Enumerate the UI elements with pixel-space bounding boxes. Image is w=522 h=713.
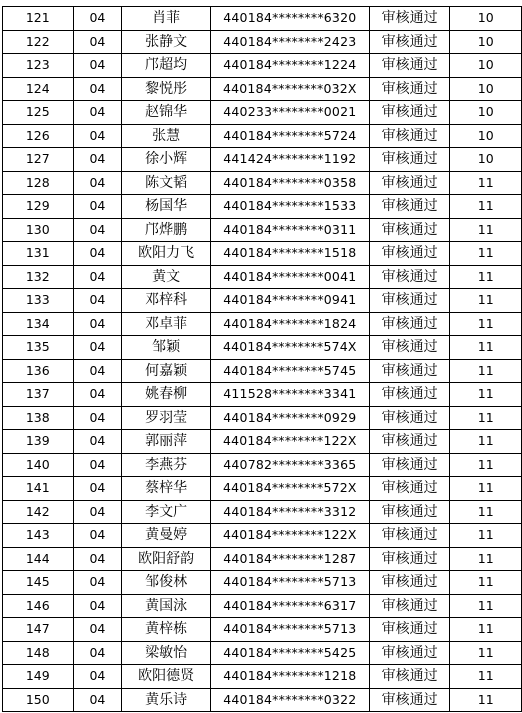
table-row bbox=[3, 688, 522, 712]
seq-number-cell: 141 bbox=[3, 477, 74, 501]
id-number-cell: 440184********122X bbox=[210, 430, 369, 454]
category-code-cell: 04 bbox=[73, 265, 122, 289]
room-number-cell: 11 bbox=[450, 265, 522, 289]
room-number-cell: 11 bbox=[450, 665, 522, 689]
category-code-cell: 04 bbox=[73, 101, 122, 125]
seq-number-cell: 147 bbox=[3, 618, 74, 642]
category-code-cell: 04 bbox=[73, 430, 122, 454]
table-row bbox=[3, 336, 522, 360]
table-row bbox=[3, 406, 522, 430]
table-row bbox=[3, 77, 522, 101]
category-code-cell: 04 bbox=[73, 30, 122, 54]
seq-number-cell: 122 bbox=[3, 30, 74, 54]
room-number-cell: 10 bbox=[450, 148, 522, 172]
category-code-cell: 04 bbox=[73, 524, 122, 548]
seq-number-cell: 148 bbox=[3, 641, 74, 665]
category-code-cell: 04 bbox=[73, 148, 122, 172]
seq-number-cell: 150 bbox=[3, 688, 74, 712]
roster-sheet bbox=[2, 6, 522, 712]
applicant-name-cell: 黎悦彤 bbox=[122, 77, 211, 101]
applicant-name-cell: 邓梓科 bbox=[122, 289, 211, 313]
applicant-name-cell: 张慧 bbox=[122, 124, 211, 148]
applicant-name-cell: 徐小辉 bbox=[122, 148, 211, 172]
room-number-cell: 11 bbox=[450, 336, 522, 360]
category-code-cell: 04 bbox=[73, 571, 122, 595]
table-row bbox=[3, 500, 522, 524]
room-number-cell: 10 bbox=[450, 101, 522, 125]
table-row bbox=[3, 547, 522, 571]
category-code-cell: 04 bbox=[73, 665, 122, 689]
id-number-cell: 440184********5713 bbox=[210, 618, 369, 642]
applicant-name-cell: 欧阳德贤 bbox=[122, 665, 211, 689]
id-number-cell: 440184********572X bbox=[210, 477, 369, 501]
table-row bbox=[3, 54, 522, 78]
applicant-name-cell: 李燕芬 bbox=[122, 453, 211, 477]
table-row bbox=[3, 571, 522, 595]
table-row bbox=[3, 477, 522, 501]
table-row bbox=[3, 101, 522, 125]
id-number-cell: 440782********3365 bbox=[210, 453, 369, 477]
applicant-name-cell: 黄乐诗 bbox=[122, 688, 211, 712]
room-number-cell: 11 bbox=[450, 594, 522, 618]
seq-number-cell: 130 bbox=[3, 218, 74, 242]
review-status-cell: 审核通过 bbox=[369, 124, 450, 148]
applicant-name-cell: 邝烨鹏 bbox=[122, 218, 211, 242]
review-status-cell: 审核通过 bbox=[369, 265, 450, 289]
room-number-cell: 11 bbox=[450, 289, 522, 313]
roster-body bbox=[3, 7, 522, 712]
id-number-cell: 440184********032X bbox=[210, 77, 369, 101]
table-row bbox=[3, 289, 522, 313]
applicant-name-cell: 张静文 bbox=[122, 30, 211, 54]
id-number-cell: 440184********2423 bbox=[210, 30, 369, 54]
seq-number-cell: 139 bbox=[3, 430, 74, 454]
table-row bbox=[3, 359, 522, 383]
room-number-cell: 11 bbox=[450, 242, 522, 266]
applicant-name-cell: 邓卓菲 bbox=[122, 312, 211, 336]
review-status-cell: 审核通过 bbox=[369, 618, 450, 642]
table-row bbox=[3, 383, 522, 407]
category-code-cell: 04 bbox=[73, 77, 122, 101]
review-status-cell: 审核通过 bbox=[369, 218, 450, 242]
room-number-cell: 11 bbox=[450, 218, 522, 242]
id-number-cell: 440184********5425 bbox=[210, 641, 369, 665]
table-row bbox=[3, 148, 522, 172]
room-number-cell: 11 bbox=[450, 453, 522, 477]
room-number-cell: 11 bbox=[450, 524, 522, 548]
id-number-cell: 440184********6317 bbox=[210, 594, 369, 618]
id-number-cell: 441424********1192 bbox=[210, 148, 369, 172]
review-status-cell: 审核通过 bbox=[369, 77, 450, 101]
table-row bbox=[3, 430, 522, 454]
category-code-cell: 04 bbox=[73, 218, 122, 242]
applicant-name-cell: 欧阳力飞 bbox=[122, 242, 211, 266]
room-number-cell: 10 bbox=[450, 54, 522, 78]
applicant-name-cell: 肖菲 bbox=[122, 7, 211, 31]
room-number-cell: 11 bbox=[450, 312, 522, 336]
review-status-cell: 审核通过 bbox=[369, 7, 450, 31]
category-code-cell: 04 bbox=[73, 289, 122, 313]
category-code-cell: 04 bbox=[73, 242, 122, 266]
table-row bbox=[3, 124, 522, 148]
table-row bbox=[3, 242, 522, 266]
room-number-cell: 10 bbox=[450, 124, 522, 148]
applicant-name-cell: 罗羽莹 bbox=[122, 406, 211, 430]
seq-number-cell: 143 bbox=[3, 524, 74, 548]
table-row bbox=[3, 265, 522, 289]
review-status-cell: 审核通过 bbox=[369, 571, 450, 595]
seq-number-cell: 144 bbox=[3, 547, 74, 571]
category-code-cell: 04 bbox=[73, 477, 122, 501]
applicant-name-cell: 梁敏怡 bbox=[122, 641, 211, 665]
review-status-cell: 审核通过 bbox=[369, 336, 450, 360]
seq-number-cell: 127 bbox=[3, 148, 74, 172]
category-code-cell: 04 bbox=[73, 453, 122, 477]
applicant-name-cell: 黄文 bbox=[122, 265, 211, 289]
table-row bbox=[3, 30, 522, 54]
category-code-cell: 04 bbox=[73, 594, 122, 618]
category-code-cell: 04 bbox=[73, 195, 122, 219]
review-status-cell: 审核通过 bbox=[369, 30, 450, 54]
roster-table bbox=[2, 6, 522, 712]
seq-number-cell: 138 bbox=[3, 406, 74, 430]
room-number-cell: 11 bbox=[450, 359, 522, 383]
category-code-cell: 04 bbox=[73, 500, 122, 524]
applicant-name-cell: 郭丽萍 bbox=[122, 430, 211, 454]
review-status-cell: 审核通过 bbox=[369, 477, 450, 501]
id-number-cell: 440233********0021 bbox=[210, 101, 369, 125]
room-number-cell: 11 bbox=[450, 688, 522, 712]
id-number-cell: 440184********1533 bbox=[210, 195, 369, 219]
category-code-cell: 04 bbox=[73, 547, 122, 571]
id-number-cell: 440184********0358 bbox=[210, 171, 369, 195]
applicant-name-cell: 黄国泳 bbox=[122, 594, 211, 618]
category-code-cell: 04 bbox=[73, 124, 122, 148]
review-status-cell: 审核通过 bbox=[369, 289, 450, 313]
review-status-cell: 审核通过 bbox=[369, 312, 450, 336]
id-number-cell: 440184********0041 bbox=[210, 265, 369, 289]
seq-number-cell: 125 bbox=[3, 101, 74, 125]
review-status-cell: 审核通过 bbox=[369, 195, 450, 219]
seq-number-cell: 121 bbox=[3, 7, 74, 31]
table-row bbox=[3, 453, 522, 477]
seq-number-cell: 134 bbox=[3, 312, 74, 336]
seq-number-cell: 126 bbox=[3, 124, 74, 148]
seq-number-cell: 132 bbox=[3, 265, 74, 289]
table-row bbox=[3, 7, 522, 31]
room-number-cell: 11 bbox=[450, 430, 522, 454]
id-number-cell: 440184********574X bbox=[210, 336, 369, 360]
seq-number-cell: 140 bbox=[3, 453, 74, 477]
review-status-cell: 审核通过 bbox=[369, 688, 450, 712]
seq-number-cell: 145 bbox=[3, 571, 74, 595]
review-status-cell: 审核通过 bbox=[369, 242, 450, 266]
room-number-cell: 11 bbox=[450, 547, 522, 571]
category-code-cell: 04 bbox=[73, 383, 122, 407]
applicant-name-cell: 邹俊林 bbox=[122, 571, 211, 595]
category-code-cell: 04 bbox=[73, 171, 122, 195]
review-status-cell: 审核通过 bbox=[369, 453, 450, 477]
review-status-cell: 审核通过 bbox=[369, 54, 450, 78]
seq-number-cell: 142 bbox=[3, 500, 74, 524]
applicant-name-cell: 黄梓栋 bbox=[122, 618, 211, 642]
room-number-cell: 11 bbox=[450, 195, 522, 219]
room-number-cell: 11 bbox=[450, 571, 522, 595]
id-number-cell: 440184********0929 bbox=[210, 406, 369, 430]
applicant-name-cell: 李文广 bbox=[122, 500, 211, 524]
id-number-cell: 440184********0311 bbox=[210, 218, 369, 242]
seq-number-cell: 123 bbox=[3, 54, 74, 78]
review-status-cell: 审核通过 bbox=[369, 547, 450, 571]
table-row bbox=[3, 641, 522, 665]
id-number-cell: 440184********5724 bbox=[210, 124, 369, 148]
room-number-cell: 11 bbox=[450, 406, 522, 430]
applicant-name-cell: 蔡梓华 bbox=[122, 477, 211, 501]
review-status-cell: 审核通过 bbox=[369, 383, 450, 407]
room-number-cell: 11 bbox=[450, 171, 522, 195]
review-status-cell: 审核通过 bbox=[369, 524, 450, 548]
id-number-cell: 440184********0941 bbox=[210, 289, 369, 313]
room-number-cell: 11 bbox=[450, 641, 522, 665]
applicant-name-cell: 邹颖 bbox=[122, 336, 211, 360]
id-number-cell: 440184********1287 bbox=[210, 547, 369, 571]
category-code-cell: 04 bbox=[73, 406, 122, 430]
review-status-cell: 审核通过 bbox=[369, 665, 450, 689]
category-code-cell: 04 bbox=[73, 336, 122, 360]
room-number-cell: 11 bbox=[450, 477, 522, 501]
applicant-name-cell: 欧阳舒韵 bbox=[122, 547, 211, 571]
review-status-cell: 审核通过 bbox=[369, 148, 450, 172]
id-number-cell: 440184********6320 bbox=[210, 7, 369, 31]
category-code-cell: 04 bbox=[73, 618, 122, 642]
applicant-name-cell: 何嘉颖 bbox=[122, 359, 211, 383]
id-number-cell: 440184********3312 bbox=[210, 500, 369, 524]
room-number-cell: 11 bbox=[450, 500, 522, 524]
room-number-cell: 11 bbox=[450, 383, 522, 407]
room-number-cell: 11 bbox=[450, 618, 522, 642]
seq-number-cell: 137 bbox=[3, 383, 74, 407]
seq-number-cell: 149 bbox=[3, 665, 74, 689]
seq-number-cell: 146 bbox=[3, 594, 74, 618]
category-code-cell: 04 bbox=[73, 54, 122, 78]
applicant-name-cell: 黄曼婷 bbox=[122, 524, 211, 548]
review-status-cell: 审核通过 bbox=[369, 406, 450, 430]
table-row bbox=[3, 594, 522, 618]
category-code-cell: 04 bbox=[73, 7, 122, 31]
id-number-cell: 440184********1518 bbox=[210, 242, 369, 266]
id-number-cell: 440184********1218 bbox=[210, 665, 369, 689]
id-number-cell: 440184********5745 bbox=[210, 359, 369, 383]
table-row bbox=[3, 218, 522, 242]
review-status-cell: 审核通过 bbox=[369, 500, 450, 524]
review-status-cell: 审核通过 bbox=[369, 171, 450, 195]
table-row bbox=[3, 665, 522, 689]
seq-number-cell: 136 bbox=[3, 359, 74, 383]
seq-number-cell: 129 bbox=[3, 195, 74, 219]
id-number-cell: 440184********5713 bbox=[210, 571, 369, 595]
category-code-cell: 04 bbox=[73, 688, 122, 712]
review-status-cell: 审核通过 bbox=[369, 641, 450, 665]
review-status-cell: 审核通过 bbox=[369, 359, 450, 383]
id-number-cell: 440184********1824 bbox=[210, 312, 369, 336]
id-number-cell: 440184********1224 bbox=[210, 54, 369, 78]
seq-number-cell: 124 bbox=[3, 77, 74, 101]
category-code-cell: 04 bbox=[73, 312, 122, 336]
applicant-name-cell: 邝超均 bbox=[122, 54, 211, 78]
review-status-cell: 审核通过 bbox=[369, 101, 450, 125]
applicant-name-cell: 赵锦华 bbox=[122, 101, 211, 125]
table-row bbox=[3, 618, 522, 642]
table-row bbox=[3, 524, 522, 548]
seq-number-cell: 131 bbox=[3, 242, 74, 266]
room-number-cell: 10 bbox=[450, 77, 522, 101]
id-number-cell: 411528********3341 bbox=[210, 383, 369, 407]
applicant-name-cell: 姚春柳 bbox=[122, 383, 211, 407]
table-row bbox=[3, 195, 522, 219]
room-number-cell: 10 bbox=[450, 30, 522, 54]
seq-number-cell: 128 bbox=[3, 171, 74, 195]
review-status-cell: 审核通过 bbox=[369, 594, 450, 618]
seq-number-cell: 135 bbox=[3, 336, 74, 360]
seq-number-cell: 133 bbox=[3, 289, 74, 313]
review-status-cell: 审核通过 bbox=[369, 430, 450, 454]
id-number-cell: 440184********122X bbox=[210, 524, 369, 548]
table-row bbox=[3, 312, 522, 336]
room-number-cell: 10 bbox=[450, 7, 522, 31]
applicant-name-cell: 陈文韬 bbox=[122, 171, 211, 195]
id-number-cell: 440184********0322 bbox=[210, 688, 369, 712]
table-row bbox=[3, 171, 522, 195]
category-code-cell: 04 bbox=[73, 359, 122, 383]
applicant-name-cell: 杨国华 bbox=[122, 195, 211, 219]
category-code-cell: 04 bbox=[73, 641, 122, 665]
